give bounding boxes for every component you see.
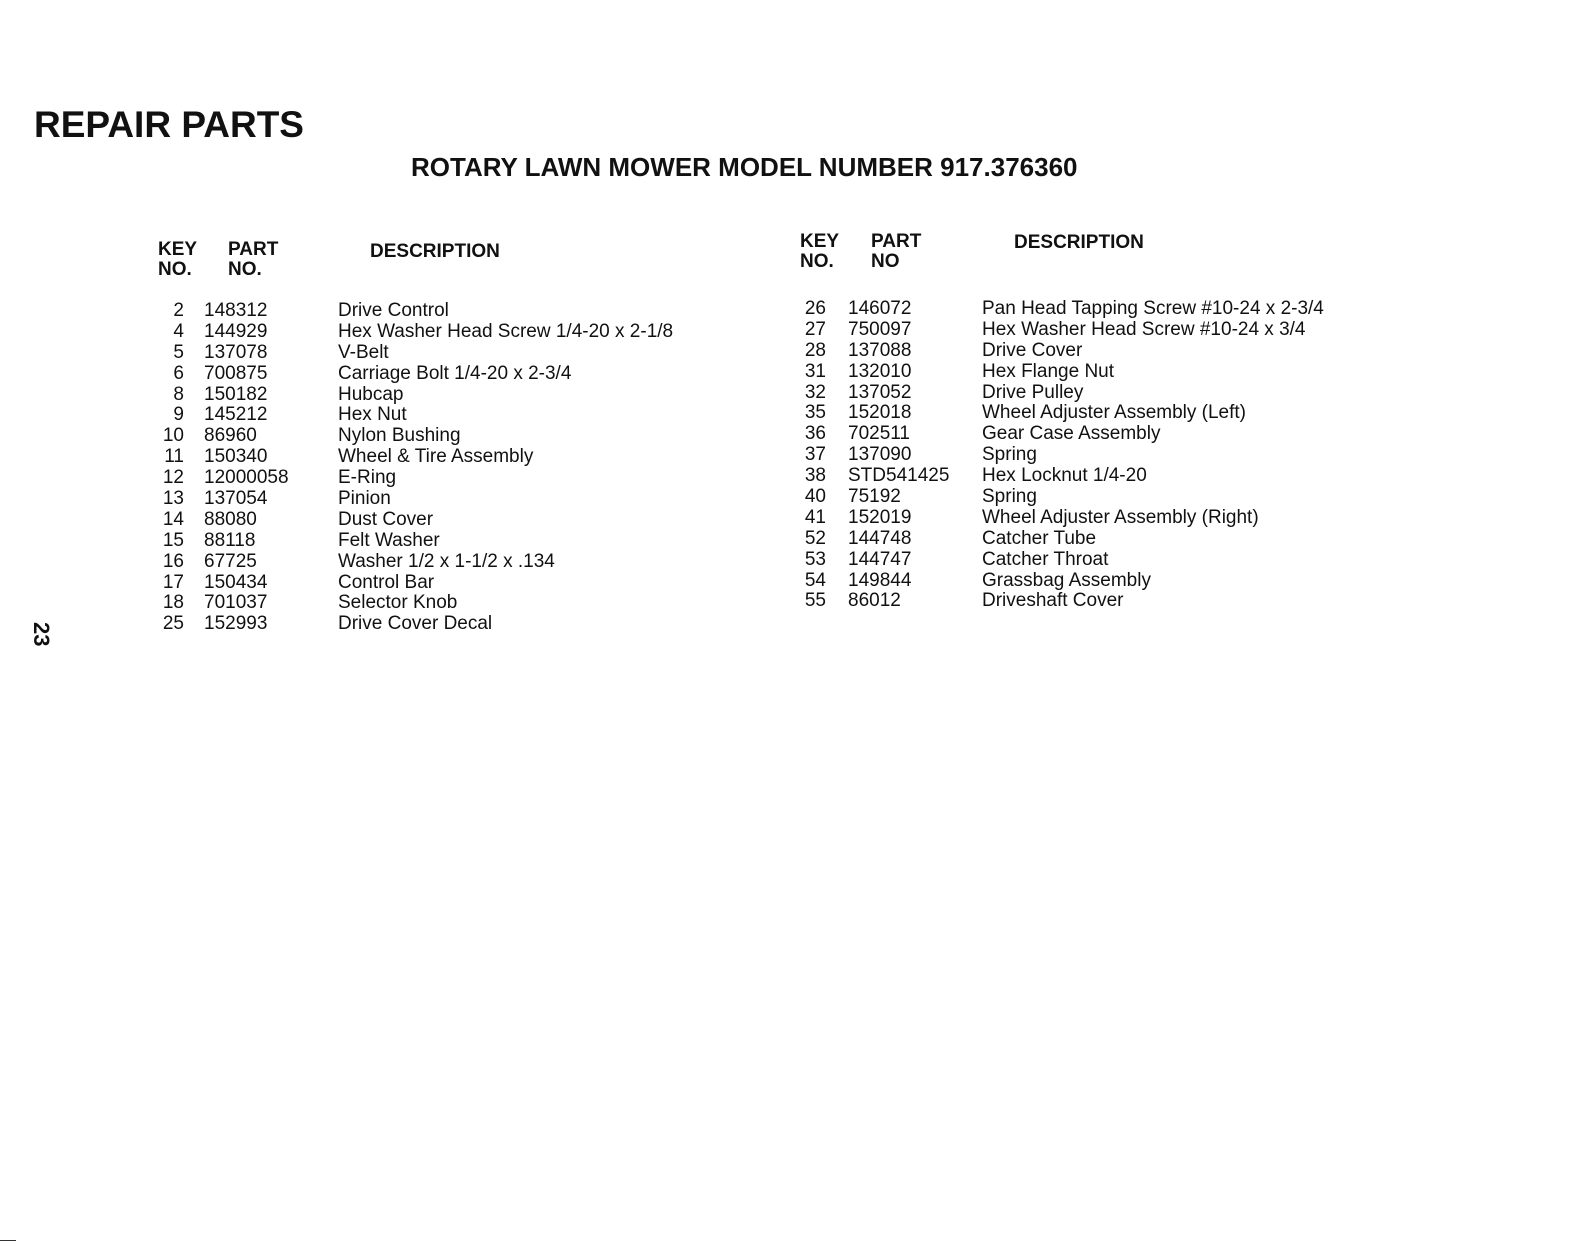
key-no: 10 [162,425,184,447]
key-no: 25 [162,613,184,635]
part-no: 702511 [848,423,910,445]
part-no: 149844 [848,569,912,591]
part-header-line2: NO [871,251,900,272]
key-header-line2: NO. [158,259,192,280]
table-row [158,614,798,635]
part-description: Felt Washer [338,529,440,551]
part-no: 137054 [204,488,268,510]
part-description: Drive Cover [982,339,1083,361]
part-description: Wheel & Tire Assembly [338,446,534,468]
part-no: 148312 [204,300,268,321]
table-row [158,426,798,447]
part-no: 144747 [848,548,912,570]
part-no: 12000058 [204,467,289,489]
key-no: 15 [162,529,184,551]
part-no: 146072 [848,298,912,319]
part-description: Nylon Bushing [338,425,461,447]
key-no: 4 [173,320,184,342]
table-row [800,508,1440,529]
part-description: Hex Washer Head Screw 1/4-20 x 2-1/8 [338,320,674,342]
table-row [158,510,798,531]
key-header-line1: KEY [158,239,198,260]
part-no: 137090 [848,444,912,466]
part-description: Hubcap [338,383,404,405]
part-no: 150340 [204,446,268,468]
key-no: 9 [173,404,184,426]
table-row [800,383,1440,404]
table-row [158,489,798,510]
key-no: 55 [804,590,826,612]
part-description: Spring [982,486,1037,508]
key-header-line2: NO. [800,251,834,272]
key-no: 2 [173,300,184,321]
key-no: 11 [164,446,184,468]
part-no: 701037 [204,592,268,614]
table-row [158,573,798,594]
part-header-line1: PART [871,231,922,252]
part-no: 152993 [204,613,268,635]
table-row [800,445,1440,466]
part-description: Pinion [338,488,391,510]
table-row [800,341,1440,362]
parts-rows-right [800,299,1440,612]
table-row [800,571,1440,592]
part-no: 67725 [204,550,257,572]
part-no: 750097 [848,318,912,340]
key-no: 40 [804,486,826,508]
part-no: 700875 [204,362,268,384]
part-description: Hex Washer Head Screw #10-24 x 3/4 [982,318,1306,340]
part-no: 86960 [204,425,257,447]
part-description: Catcher Tube [982,527,1097,549]
key-no: 18 [162,592,184,614]
part-no: 132010 [848,360,912,382]
part-description: Dust Cover [338,508,434,530]
table-row [158,552,798,573]
key-no: 35 [804,402,826,424]
key-no: 26 [804,298,826,319]
parts-rows-left [158,301,798,635]
key-no: 37 [804,444,826,466]
part-description: Spring [982,444,1037,466]
table-row [800,299,1440,320]
key-no: 41 [804,506,826,528]
table-row [158,593,798,614]
description-header: DESCRIPTION [370,241,500,262]
key-no: 38 [804,465,826,487]
part-no: 137052 [848,381,912,403]
part-no: 86012 [848,590,901,612]
part-description: E-Ring [338,467,397,489]
page-number: 23 [29,622,54,647]
table-row [158,468,798,489]
table-row [158,385,798,406]
table-row [800,320,1440,341]
key-header-line1: KEY [800,231,840,252]
key-no: 16 [162,550,184,572]
part-no-header [228,240,278,280]
part-no: STD541425 [848,465,950,487]
part-description: Hex Nut [338,404,407,426]
table-row [800,466,1440,487]
page-title: REPAIR PARTS [34,104,304,145]
table-row [800,424,1440,445]
key-no: 31 [804,360,826,382]
key-no: 54 [804,569,826,591]
part-description: Drive Cover Decal [338,613,493,635]
key-no: 53 [804,548,826,570]
table-row [158,405,798,426]
part-description: Hex Flange Nut [982,360,1115,382]
table-row [800,403,1440,424]
part-no: 75192 [848,486,901,508]
part-no: 150434 [204,571,268,593]
table-row [800,362,1440,383]
model-number-heading: ROTARY LAWN MOWER MODEL NUMBER 917.376360 [411,152,1078,182]
part-description: Catcher Throat [982,548,1109,570]
part-header-line2: NO. [228,259,262,280]
key-no-header [800,232,839,272]
key-no: 13 [162,488,184,510]
table-row [800,550,1440,571]
part-no: 152018 [848,402,912,424]
part-no-header [871,232,921,272]
part-no: 152019 [848,506,912,528]
table-row [158,364,798,385]
key-no-header [158,240,197,280]
part-description: Grassbag Assembly [982,569,1151,591]
part-description: Carriage Bolt 1/4-20 x 2-3/4 [338,362,572,384]
key-no: 12 [162,467,184,489]
table-row [158,343,798,364]
key-no: 17 [162,571,184,593]
key-no: 32 [804,381,826,403]
part-description: Washer 1/2 x 1-1/2 x .134 [338,550,555,572]
part-description: Drive Control [338,300,449,321]
part-description: Selector Knob [338,592,458,614]
part-description: Pan Head Tapping Screw #10-24 x 2-3/4 [982,298,1324,319]
part-no: 88080 [204,508,257,530]
table-row [800,529,1440,550]
table-row [158,301,798,322]
table-row [158,322,798,343]
part-no: 144929 [204,320,268,342]
key-no: 14 [162,508,184,530]
key-no: 5 [173,341,184,363]
key-no: 6 [173,362,184,384]
part-description: Hex Locknut 1/4-20 [982,465,1147,487]
key-no: 27 [804,318,826,340]
part-no: 145212 [204,404,268,426]
table-row [800,487,1440,508]
part-description: Driveshaft Cover [982,590,1124,612]
part-no: 137088 [848,339,912,361]
key-no: 8 [173,383,184,405]
part-no: 150182 [204,383,268,405]
table-row [158,531,798,552]
part-description: Control Bar [338,571,435,593]
part-description: Gear Case Assembly [982,423,1161,445]
scan-edge-mark [0,1240,16,1241]
key-no: 28 [804,339,826,361]
part-no: 137078 [204,341,268,363]
key-no: 52 [804,527,826,549]
part-description: Wheel Adjuster Assembly (Left) [982,402,1246,424]
part-no: 144748 [848,527,912,549]
part-description: V-Belt [338,341,389,363]
part-header-line1: PART [228,239,279,260]
part-description: Wheel Adjuster Assembly (Right) [982,506,1259,528]
table-row [800,591,1440,612]
part-description: Drive Pulley [982,381,1084,403]
table-row [158,447,798,468]
key-no: 36 [804,423,826,445]
description-header: DESCRIPTION [1014,232,1144,253]
part-no: 88118 [204,529,256,551]
